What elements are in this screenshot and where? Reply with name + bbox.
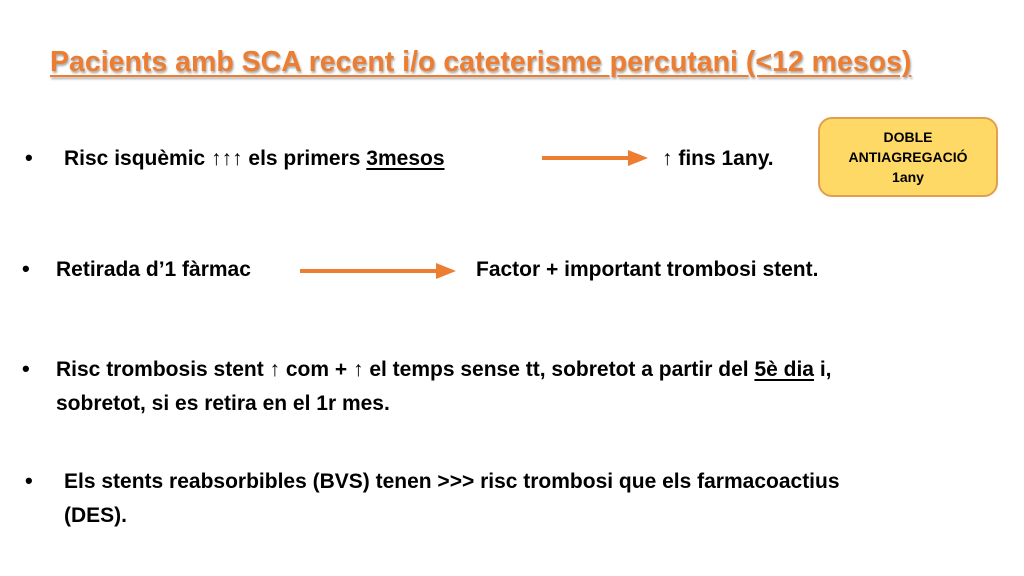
ischemic-risk-followup: ↑ fins 1any. [662,147,774,170]
dual-antiplatelet-callout [818,117,998,197]
callout-line-2: ANTIAGREGACIÓ [848,149,968,165]
bullet-marker: • [22,356,30,381]
stent-risk-day: 5è dia [754,358,814,381]
stent-thrombosis-risk-line-2: sobretot, si es retira en el 1r mes. [56,392,390,415]
ischemic-risk-text [64,142,445,176]
arrow-icon [298,259,460,283]
drug-withdrawal-text: Retirada d’1 fàrmac [56,258,251,281]
bullet-marker: • [22,256,30,281]
bvs-risk-line-1: Els stents reabsorbibles (BVS) tenen >>> risc trombosi que els farmacoactius [64,470,840,493]
ischemic-risk-label: Risc isquèmic ↑↑↑ els primers [64,147,367,170]
stent-thrombosis-risk-line-1 [56,353,832,387]
page-title: Pacients amb SCA recent i/o cateterisme percutani (<12 mesos) [50,46,912,78]
stent-thrombosis-factor-text: Factor + important trombosi stent. [476,258,819,281]
ischemic-risk-period: 3mesos [366,147,445,170]
bullet-marker: • [25,468,33,493]
stent-risk-text: Risc trombosis stent ↑ com + ↑ el temps sense tt, sobretot a partir del [56,358,755,381]
arrow-icon [540,146,650,170]
stent-risk-tail: i, [813,358,832,381]
bvs-risk-line-2: (DES). [64,504,127,527]
callout-line-1: DOBLE [883,129,933,145]
bullet-marker: • [25,145,33,170]
callout-line-3: 1any [892,169,924,185]
